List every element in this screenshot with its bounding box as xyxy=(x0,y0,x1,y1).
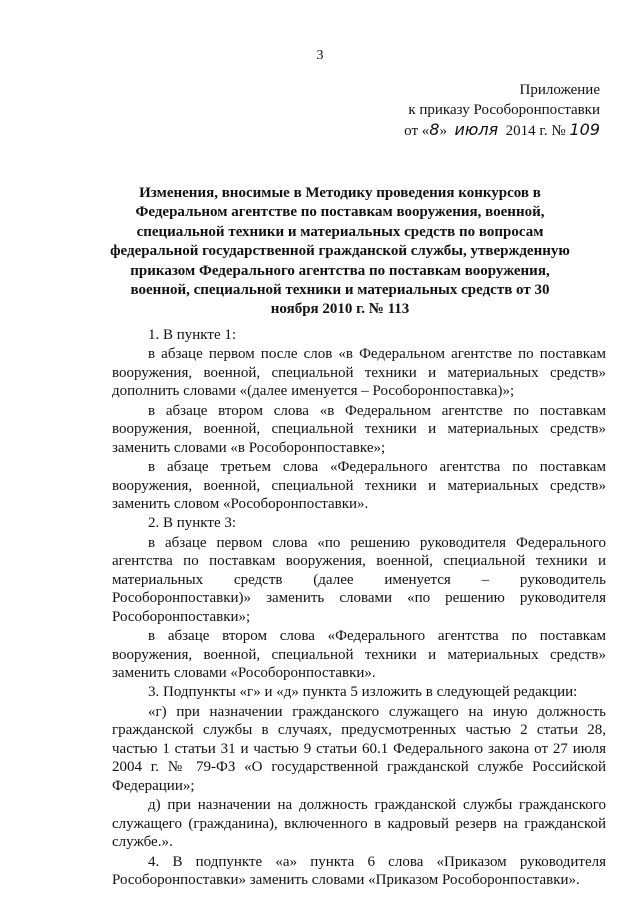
paragraph: 4. В подпункте «а» пункта 6 слова «Приказом руководителя Рособоронпоставки» заменить словами «Приказом Рособоронпоставки». xyxy=(112,853,606,889)
page-number: 3 xyxy=(316,48,324,63)
paragraph: в абзаце втором слова «Федерального агентства по поставкам вооружения, военной, специальной техники и материальных средств» заменить словами «Рособоронпоставки». xyxy=(112,628,606,682)
appendix-label: Приложение xyxy=(519,82,600,98)
appendix-order-reference: к приказу Рособоронпоставки xyxy=(408,102,600,118)
paragraph: в абзаце втором слова «в Федеральном агентстве по поставкам вооружения, военной, специальной техники и материальных средств» заменить словами «в Рособоронпоставке»; xyxy=(112,402,606,456)
document-title: Изменения, вносимые в Методику проведения конкурсов в Федеральном агентстве по поставкам вооружения, военной, специальной техники и материальных средств по вопросам федеральной государственной гражданской службы, утвержденную приказом Федерального агентства по поставкам вооружения, военной, специальной техники и материальных средств от 30 ноября 2010 г. № 113 xyxy=(110,185,570,318)
handwritten-day: 8 xyxy=(429,120,440,139)
handwritten-order-number: 109 xyxy=(569,120,600,139)
handwritten-month: июля xyxy=(454,120,499,139)
paragraph: «г) при назначении гражданского служащего на иную должность гражданской службы в случаях, предусмотренных частью 2 статьи 28, частью 1 статьи 31 и частью 9 статьи 60.1 Федерального закона от 27 июля 2004 г. № 79-ФЗ «О государственной гражданской службе Российской Федерации»; xyxy=(112,703,606,794)
year-and-number-label: 2014 г. № xyxy=(505,123,566,139)
paragraph: в абзаце третьем слова «Федерального агентства по поставкам вооружения, военной, специальной техники и материальных средств» заменить словом «Рособоронпоставки». xyxy=(112,458,606,513)
paragraph: 2. В пункте 3: xyxy=(148,515,237,532)
paragraph: д) при назначении на должность гражданской службы гражданского служащего (гражданина), включенного в кадровый резерв на гражданской службе.». xyxy=(112,797,606,851)
appendix-date-line xyxy=(330,120,600,141)
paragraph: 1. В пункте 1: xyxy=(148,327,237,343)
paragraph: в абзаце первом слова «по решению руководителя Федерального агентства по поставкам вооружения, военной, специальной техники и материальных средств (далее именуется – руководитель Рособоронпоставки)» заменить словами «по решению руководителя Рособоронпоставки»; xyxy=(112,534,606,625)
date-quote-close: » xyxy=(439,123,447,139)
paragraph: в абзаце первом после слов «в Федеральном агентстве по поставкам вооружения, военной, специальной техники и материальных средств» дополнить словами «(далее именуется – Рособоронпоставка)»; xyxy=(112,346,606,400)
appendix-header xyxy=(330,80,600,141)
date-prefix: от « xyxy=(404,123,430,139)
document-body xyxy=(112,326,606,890)
paragraph: 3. Подпункты «г» и «д» пункта 5 изложить в следующей редакции: xyxy=(148,684,578,701)
